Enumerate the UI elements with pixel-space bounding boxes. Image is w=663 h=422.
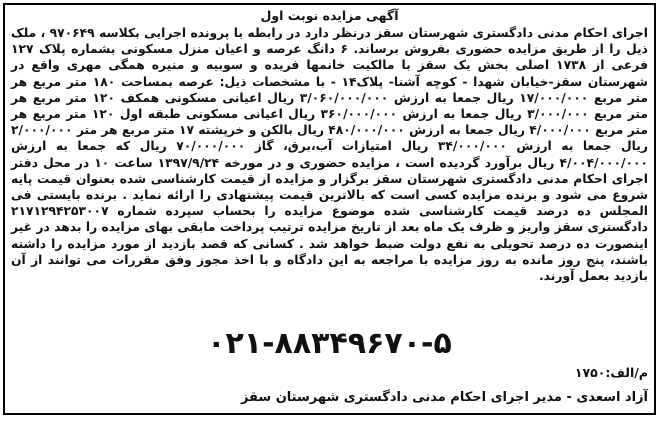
phone-number: ۰۲۱-۸۸۳۴۹۶۷۰-۵ — [207, 326, 452, 361]
reference-number: م/الف:۱۷۵۰ — [574, 365, 648, 380]
auction-notice — [3, 3, 656, 415]
notice-title: آگهی مزایده نوبت اول — [260, 8, 399, 23]
notice-body: اجرای احکام مدنی دادگستری شهرستان سقز درنظر دارد در رابطه با پرونده اجرایی بکلاسه ۹۷۰۶۴۹ ، ملک ذیل را از طریق مزایده حضوری بفروش برساند. ۶ دانگ عرصه و اعیان منزل مسکونی بشماره پلاک ۱۲۷ فرعی از ۱۷۳۸ اصلی بخش یک سقز با مالکیت خانمها فریده و سوبیه و منیره همگی مهری واقع در شهرستان سقز-خیابان شهدا - کوچه آشنا- پلاک۱۴ - با مشخصات ذیل: عرصه بمساحت ۱۸۰ متر مربع هر متر مربع ۱۷/۰۰۰/۰۰۰ ریال جمعا به ارزش ۳/۰۶۰/۰۰۰/۰۰۰ ریال اعیانی مسکونی همکف ۱۲۰ متر مربع هر متر مربع ۳/۰۰۰/۰۰۰ ریال جمعا به ارزش ۳۶۰/۰۰۰/۰۰۰ ریال اعیانی مسکونی طبقه اول ۱۲۰ متر مربع هر متر مربع ۴/۰۰۰/۰۰۰ ریال جمعا به ارزش ۴۸۰/۰۰۰/۰۰۰ ریال بالکن و خرپشته ۱۷ متر مربع هر متر ۲/۰۰۰/۰۰۰ ریال جمعا به ارزش ۳۴/۰۰۰/۰۰۰ ریال امتیازات آب،برق، گاز ۷۰/۰۰۰/۰۰۰ ریال که جمعا به ارزش ۴/۰۰۴/۰۰۰/۰۰۰ ریال برآورد گردیده است ، مزایده حضوری و در مورخه ۱۳۹۷/۹/۲۴ ساعت ۱۰ در محل دفتر اجرای احکام مدنی دادگستری شهرستان سقز برگزار و مزایده از قیمت کارشناسی شده بعنوان قیمت پایه شروع می شود و برنده مزایده کسی است که بالاترین قیمت پیشنهادی را ارائه نماید . برنده بایستی فی المجلس ده درصد قیمت کارشناسی شده موضوع مزایده را بحساب سپرده شماره ۲۱۷۱۲۹۴۲۵۳۰۰۷ دادگستری سقز واریز و ظرف یک ماه بعد از تاریخ مزایده ترتیب پرداخت مابقی بهای مزایده را بدهد در غیر اینصورت ده درصد تحویلی به نفع دولت ضبط خواهد شد . کسانی که قصد بازدید از مورد مزایده را داشته باشند، پنج روز مانده به روز مزایده با مراجعه به این دادگاه و با اخذ مجوز وفق مقررات می توانند از آن بازدید بعمل آورند. — [11, 26, 648, 284]
signature-line: آزاد اسعدی - مدیر اجرای احکام مدنی دادگستری شهرستان سقز — [240, 390, 648, 405]
